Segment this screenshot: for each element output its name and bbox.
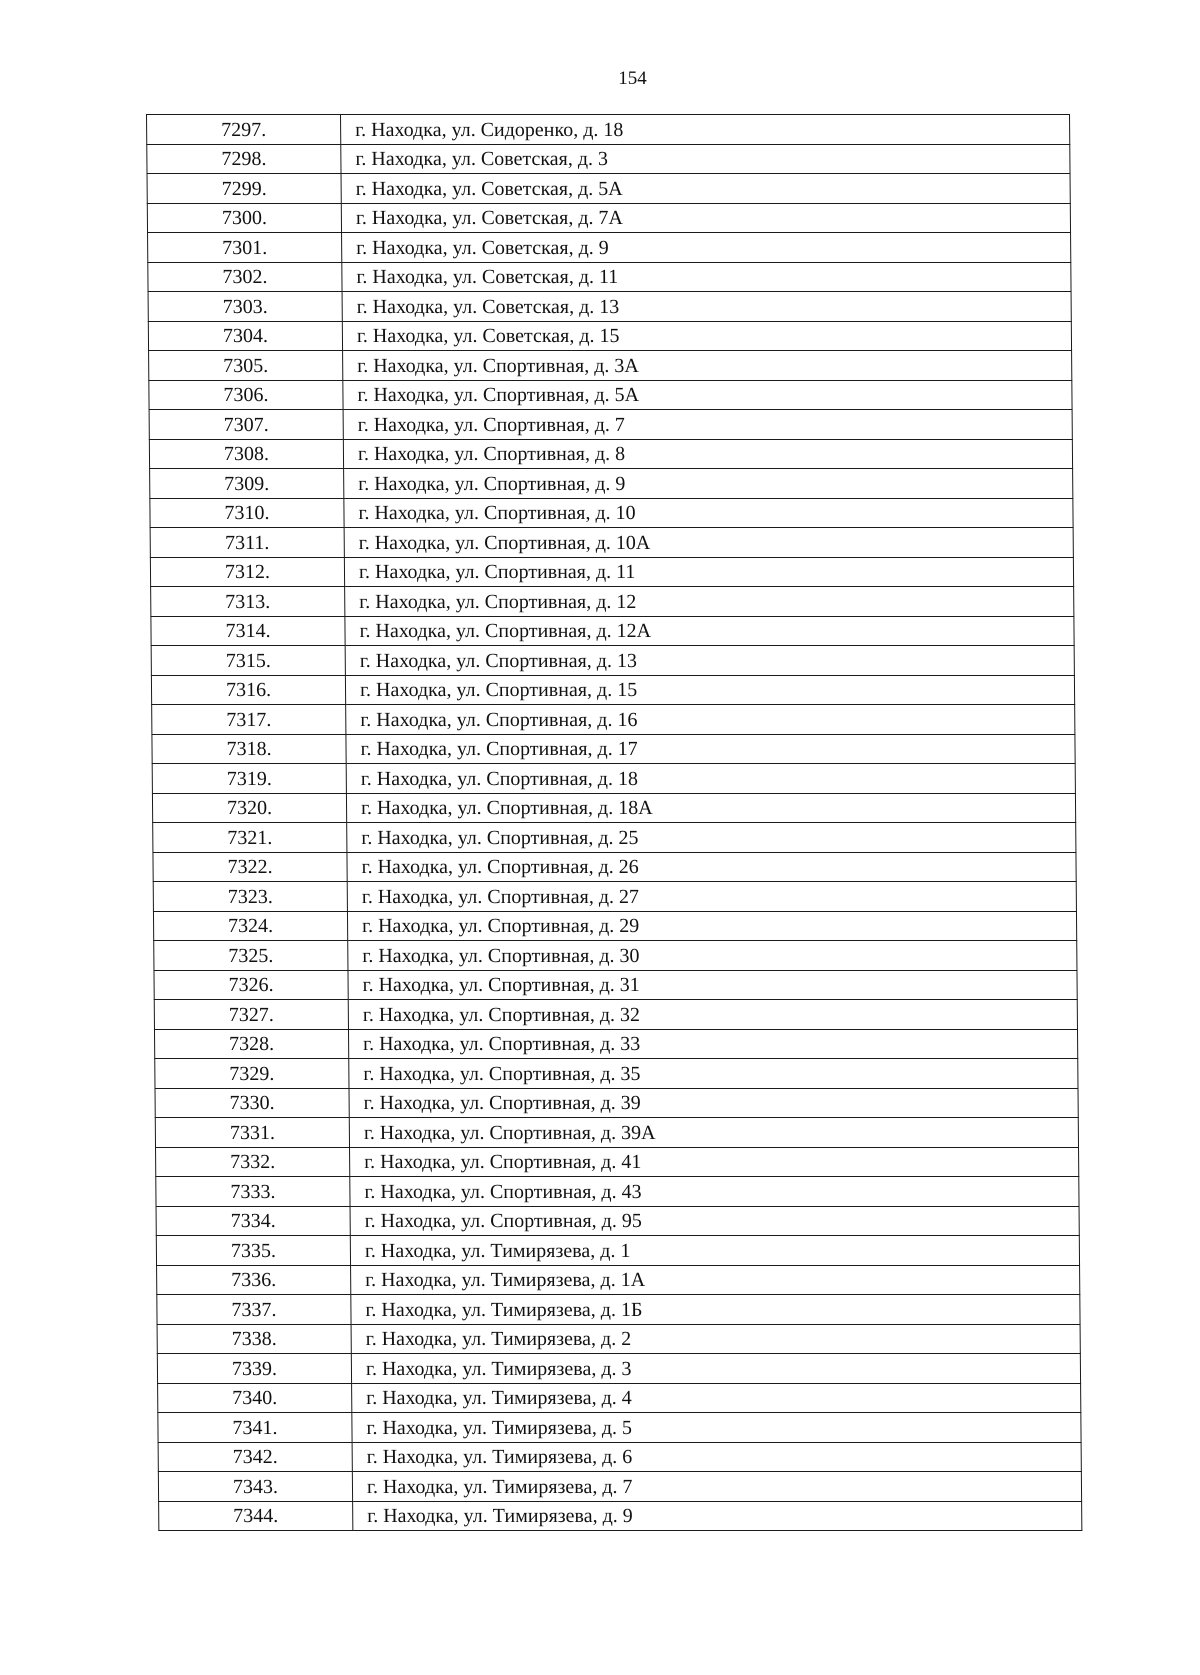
row-number-cell: 7305. <box>149 351 343 381</box>
address-cell: г. Находка, ул. Спортивная, д. 29 <box>347 911 1076 941</box>
table-row <box>155 1059 1078 1089</box>
table-row <box>149 439 1072 469</box>
row-number-cell: 7299. <box>147 174 341 204</box>
row-number-cell: 7333. <box>156 1177 350 1207</box>
row-number-cell: 7319. <box>152 764 346 794</box>
address-cell: г. Находка, ул. Спортивная, д. 11 <box>344 557 1073 587</box>
address-cell: г. Находка, ул. Советская, д. 9 <box>342 233 1071 263</box>
table-row <box>157 1324 1080 1354</box>
table-row <box>153 823 1076 853</box>
row-number-cell: 7297. <box>147 115 341 145</box>
address-cell: г. Находка, ул. Спортивная, д. 15 <box>345 675 1074 705</box>
address-cell: г. Находка, ул. Спортивная, д. 8 <box>343 439 1072 469</box>
address-cell: г. Находка, ул. Спортивная, д. 10А <box>344 528 1073 558</box>
address-cell: г. Находка, ул. Советская, д. 5А <box>341 174 1070 204</box>
address-cell: г. Находка, ул. Спортивная, д. 95 <box>350 1206 1079 1236</box>
table-row <box>147 203 1070 233</box>
address-cell: г. Находка, ул. Спортивная, д. 3А <box>343 351 1072 381</box>
row-number-cell: 7317. <box>152 705 346 735</box>
address-cell: г. Находка, ул. Советская, д. 3 <box>341 144 1070 174</box>
address-cell: г. Находка, ул. Спортивная, д. 27 <box>347 882 1076 912</box>
table-row <box>147 144 1070 174</box>
row-number-cell: 7332. <box>156 1147 350 1177</box>
address-cell: г. Находка, ул. Тимирязева, д. 7 <box>352 1472 1081 1502</box>
table-row <box>157 1295 1080 1325</box>
table-row <box>157 1354 1080 1384</box>
row-number-cell: 7302. <box>148 262 342 292</box>
address-cell: г. Находка, ул. Тимирязева, д. 1А <box>351 1265 1080 1295</box>
table-row <box>150 528 1073 558</box>
row-number-cell: 7329. <box>155 1059 349 1089</box>
row-number-cell: 7341. <box>158 1413 352 1443</box>
table-row <box>154 1000 1077 1030</box>
table-row <box>150 498 1073 528</box>
table-row <box>155 1118 1078 1148</box>
address-cell: г. Находка, ул. Спортивная, д. 9 <box>344 469 1073 499</box>
address-cell: г. Находка, ул. Спортивная, д. 31 <box>348 970 1077 1000</box>
table-row <box>155 1088 1078 1118</box>
row-number-cell: 7327. <box>154 1000 348 1030</box>
table-row <box>152 705 1075 735</box>
table-row <box>149 380 1072 410</box>
table-row <box>158 1472 1081 1502</box>
row-number-cell: 7301. <box>148 233 342 263</box>
address-cell: г. Находка, ул. Спортивная, д. 10 <box>344 498 1073 528</box>
row-number-cell: 7320. <box>152 793 346 823</box>
table-row <box>153 882 1076 912</box>
address-cell: г. Находка, ул. Спортивная, д. 18 <box>346 764 1075 794</box>
row-number-cell: 7331. <box>155 1118 349 1148</box>
row-number-cell: 7330. <box>155 1088 349 1118</box>
row-number-cell: 7298. <box>147 144 341 174</box>
address-cell: г. Находка, ул. Спортивная, д. 39 <box>349 1088 1078 1118</box>
row-number-cell: 7326. <box>154 970 348 1000</box>
row-number-cell: 7328. <box>154 1029 348 1059</box>
table-row <box>151 646 1074 676</box>
address-cell: г. Находка, ул. Тимирязева, д. 5 <box>352 1413 1081 1443</box>
table-row <box>157 1265 1080 1295</box>
address-cell: г. Находка, ул. Сидоренко, д. 18 <box>341 115 1070 145</box>
table-row <box>156 1206 1079 1236</box>
row-number-cell: 7316. <box>151 675 345 705</box>
row-number-cell: 7324. <box>153 911 347 941</box>
address-cell: г. Находка, ул. Спортивная, д. 16 <box>346 705 1075 735</box>
row-number-cell: 7309. <box>150 469 344 499</box>
table-row <box>153 852 1076 882</box>
table-body <box>147 115 1082 1531</box>
address-cell: г. Находка, ул. Тимирязева, д. 6 <box>352 1442 1081 1472</box>
table-row <box>159 1501 1082 1531</box>
page-number: 154 <box>618 68 647 89</box>
address-cell: г. Находка, ул. Спортивная, д. 26 <box>347 852 1076 882</box>
row-number-cell: 7312. <box>150 557 344 587</box>
row-number-cell: 7308. <box>149 439 343 469</box>
address-cell: г. Находка, ул. Советская, д. 13 <box>342 292 1071 322</box>
table-row <box>158 1383 1081 1413</box>
table-row <box>151 587 1074 617</box>
table-row <box>154 970 1077 1000</box>
address-cell: г. Находка, ул. Тимирязева, д. 1 <box>350 1236 1079 1266</box>
row-number-cell: 7343. <box>158 1472 352 1502</box>
table-row <box>152 764 1075 794</box>
table-row <box>151 616 1074 646</box>
address-cell: г. Находка, ул. Тимирязева, д. 1Б <box>351 1295 1080 1325</box>
address-cell: г. Находка, ул. Спортивная, д. 39А <box>349 1118 1078 1148</box>
row-number-cell: 7338. <box>157 1324 351 1354</box>
address-cell: г. Находка, ул. Спортивная, д. 12 <box>345 587 1074 617</box>
row-number-cell: 7304. <box>148 321 342 351</box>
address-cell: г. Находка, ул. Спортивная, д. 17 <box>346 734 1075 764</box>
address-cell: г. Находка, ул. Советская, д. 7А <box>341 203 1070 233</box>
row-number-cell: 7300. <box>147 203 341 233</box>
row-number-cell: 7311. <box>150 528 344 558</box>
table-row <box>152 734 1075 764</box>
table-row <box>158 1413 1081 1443</box>
table-row <box>148 321 1071 351</box>
table-row <box>150 557 1073 587</box>
row-number-cell: 7325. <box>154 941 348 971</box>
row-number-cell: 7307. <box>149 410 343 440</box>
row-number-cell: 7335. <box>156 1236 350 1266</box>
row-number-cell: 7340. <box>158 1383 352 1413</box>
table-row <box>154 941 1077 971</box>
table-row <box>156 1177 1079 1207</box>
address-cell: г. Находка, ул. Спортивная, д. 41 <box>350 1147 1079 1177</box>
row-number-cell: 7337. <box>157 1295 351 1325</box>
address-table <box>146 114 1082 1531</box>
row-number-cell: 7344. <box>159 1501 353 1531</box>
row-number-cell: 7334. <box>156 1206 350 1236</box>
row-number-cell: 7318. <box>152 734 346 764</box>
row-number-cell: 7303. <box>148 292 342 322</box>
table-row <box>152 793 1075 823</box>
address-cell: г. Находка, ул. Спортивная, д. 43 <box>350 1177 1079 1207</box>
address-cell: г. Находка, ул. Спортивная, д. 13 <box>345 646 1074 676</box>
address-cell: г. Находка, ул. Спортивная, д. 7 <box>343 410 1072 440</box>
address-cell: г. Находка, ул. Спортивная, д. 25 <box>347 823 1076 853</box>
row-number-cell: 7313. <box>151 587 345 617</box>
row-number-cell: 7322. <box>153 852 347 882</box>
table-row <box>148 262 1071 292</box>
address-cell: г. Находка, ул. Советская, д. 11 <box>342 262 1071 292</box>
address-cell: г. Находка, ул. Тимирязева, д. 3 <box>351 1354 1080 1384</box>
table-row <box>148 292 1071 322</box>
table-row <box>150 469 1073 499</box>
address-cell: г. Находка, ул. Тимирязева, д. 4 <box>352 1383 1081 1413</box>
address-cell: г. Находка, ул. Спортивная, д. 35 <box>349 1059 1078 1089</box>
row-number-cell: 7336. <box>157 1265 351 1295</box>
table-row <box>158 1442 1081 1472</box>
table-row <box>148 233 1071 263</box>
row-number-cell: 7321. <box>153 823 347 853</box>
table-row <box>156 1236 1079 1266</box>
row-number-cell: 7314. <box>151 616 345 646</box>
address-cell: г. Находка, ул. Тимирязева, д. 9 <box>353 1501 1082 1531</box>
address-cell: г. Находка, ул. Спортивная, д. 12А <box>345 616 1074 646</box>
table-row <box>149 351 1072 381</box>
address-cell: г. Находка, ул. Спортивная, д. 18А <box>346 793 1075 823</box>
table-row <box>147 174 1070 204</box>
address-cell: г. Находка, ул. Тимирязева, д. 2 <box>351 1324 1080 1354</box>
table-row <box>153 911 1076 941</box>
table-row <box>147 115 1070 145</box>
row-number-cell: 7339. <box>157 1354 351 1384</box>
table-row <box>154 1029 1077 1059</box>
row-number-cell: 7306. <box>149 380 343 410</box>
table-row <box>156 1147 1079 1177</box>
table-row <box>151 675 1074 705</box>
address-cell: г. Находка, ул. Спортивная, д. 30 <box>348 941 1077 971</box>
address-cell: г. Находка, ул. Спортивная, д. 32 <box>348 1000 1077 1030</box>
row-number-cell: 7310. <box>150 498 344 528</box>
address-cell: г. Находка, ул. Советская, д. 15 <box>342 321 1071 351</box>
row-number-cell: 7342. <box>158 1442 352 1472</box>
address-cell: г. Находка, ул. Спортивная, д. 5А <box>343 380 1072 410</box>
row-number-cell: 7315. <box>151 646 345 676</box>
address-cell: г. Находка, ул. Спортивная, д. 33 <box>348 1029 1077 1059</box>
table-row <box>149 410 1072 440</box>
row-number-cell: 7323. <box>153 882 347 912</box>
